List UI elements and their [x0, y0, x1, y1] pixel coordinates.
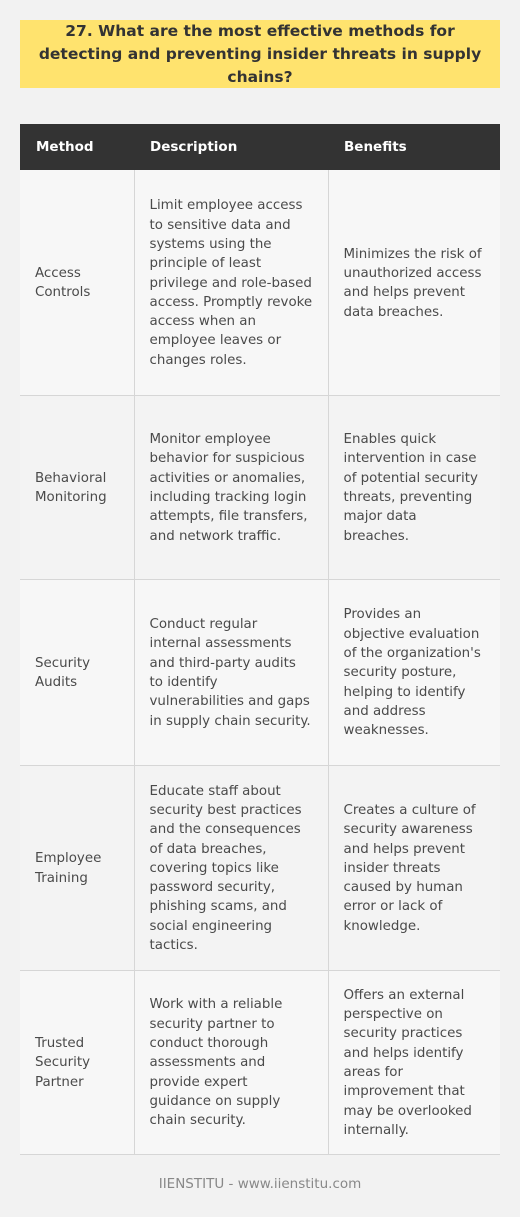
- table-header-row: [20, 124, 500, 170]
- table-row: [20, 970, 500, 1154]
- page-title: 27. What are the most effective methods for detecting and preventing insider threats in supply chains?: [38, 21, 482, 86]
- header-method: Method: [20, 124, 134, 170]
- row-description: Work with a reliable security partner to conduct thorough assessments and provide expert guidance on supply chain security.: [134, 970, 328, 1154]
- row-benefits: Creates a culture of security awareness and helps prevent insider threats caused by human error or lack of knowledge.: [328, 765, 500, 970]
- table-row: [20, 170, 500, 395]
- footer-credit: IIENSTITU - www.iienstitu.com: [158, 1176, 362, 1192]
- row-benefits: Minimizes the risk of unauthorized access and helps prevent data breaches.: [328, 170, 500, 395]
- methods-table: [20, 124, 500, 1155]
- table-row: [20, 765, 500, 970]
- row-method: Access Controls: [20, 170, 134, 395]
- row-description: Conduct regular internal assessments and third-party audits to identify vulnerabilities and gaps in supply chain security.: [134, 579, 328, 765]
- row-benefits: Enables quick intervention in case of potential security threats, preventing major data breaches.: [328, 395, 500, 579]
- row-method: Trusted Security Partner: [20, 970, 134, 1154]
- table-row: [20, 395, 500, 579]
- header-description: Description: [134, 124, 328, 170]
- row-method: Behavioral Monitoring: [20, 395, 134, 579]
- header-benefits: Benefits: [328, 124, 500, 170]
- table-row: [20, 579, 500, 765]
- row-method: Security Audits: [20, 579, 134, 765]
- title-banner: [20, 20, 500, 88]
- row-description: Limit employee access to sensitive data and systems using the principle of least privilege and role-based access. Promptly revoke access when an employee leaves or changes roles.: [134, 170, 328, 395]
- row-benefits: Provides an objective evaluation of the organization's security posture, helping to identify and address weaknesses.: [328, 579, 500, 765]
- row-benefits: Offers an external perspective on security practices and helps identify areas for improvement that may be overlooked internally.: [328, 970, 500, 1154]
- row-description: Monitor employee behavior for suspicious activities or anomalies, including tracking login attempts, file transfers, and network traffic.: [134, 395, 328, 579]
- row-description: Educate staff about security best practices and the consequences of data breaches, covering topics like password security, phishing scams, and social engineering tactics.: [134, 765, 328, 970]
- row-method: Employee Training: [20, 765, 134, 970]
